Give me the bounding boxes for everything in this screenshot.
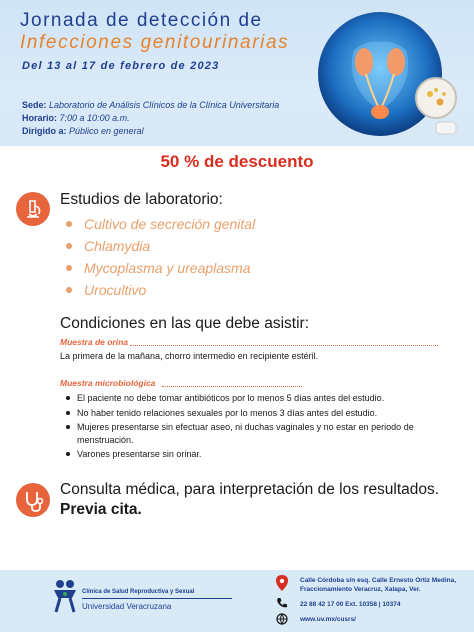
microscope-icon [16,192,50,226]
divider [162,386,302,387]
list-item: Cultivo de secreción genital [66,213,255,235]
list-item: Varones presentarse sin orinar. [66,448,446,461]
location-pin-icon [276,575,288,591]
discount-banner: 50 % de descuento [160,152,314,171]
dirigido-line: Dirigido a: Público en general [22,126,144,136]
clinic-logo [50,578,80,614]
website[interactable]: www.uv.mx/cusrs/ [300,616,356,623]
address-line-2: Fraccionamiento Veracruz, Xalapa, Ver. [300,586,421,593]
urinary-system-illustration [318,10,458,138]
title-line-2: Infecciones genitourinarias [20,32,290,53]
sede-line: Sede: Laboratorio de Análisis Clínicos de la Clínica Universitaria [22,100,280,110]
horario-line: Horario: 7:00 a 10:00 a.m. [22,113,130,123]
list-item: Mujeres presentarse sin efectuar aseo, ni duchas vaginales y no estar en periodo de menstruación. [66,421,446,446]
clinic-name: Clínica de Salud Reproductiva y Sexual [82,589,195,595]
muestra-microbiologica-heading: Muestra microbiológica [60,378,156,388]
list-item: Urocultivo [66,279,255,301]
previa-cita: Previa cita. [60,501,142,518]
stethoscope-icon [16,483,50,517]
list-item: Chlamydia [66,235,255,257]
event-dates: Del 13 al 17 de febrero de 2023 [22,60,220,72]
globe-icon [276,613,288,625]
muestra-orina-heading: Muestra de orina [60,337,129,347]
phone-icon [276,597,288,609]
divider [130,345,438,346]
list-item: Mycoplasma y ureaplasma [66,257,255,279]
consulta-text: Consulta médica, para interpretación de los resultados. [60,481,440,498]
estudios-title: Estudios de laboratorio: [60,191,223,208]
header-banner [0,0,474,148]
university-name: Universidad Veracruzana [82,602,172,611]
logo-divider [82,598,232,599]
condiciones-title: Condiciones en las que debe asistir: [60,315,310,332]
estudios-list [66,213,255,301]
muestra-orina-text: La primera de la mañana, chorro intermedio en recipiente estéril. [60,351,319,361]
microbiologica-list [66,392,446,463]
title-line-1: Jornada de detección de [20,10,263,31]
phone-number: 22 88 42 17 00 Ext. 10358 | 10374 [300,601,401,608]
list-item: El paciente no debe tomar antibióticos por lo menos 5 días antes del estudio. [66,392,446,405]
list-item: No haber tenido relaciones sexuales por lo menos 3 días antes del estudio. [66,407,446,420]
address-line-1: Calle Córdoba s/n esq. Calle Ernesto Ortiz Medina, [300,577,457,584]
